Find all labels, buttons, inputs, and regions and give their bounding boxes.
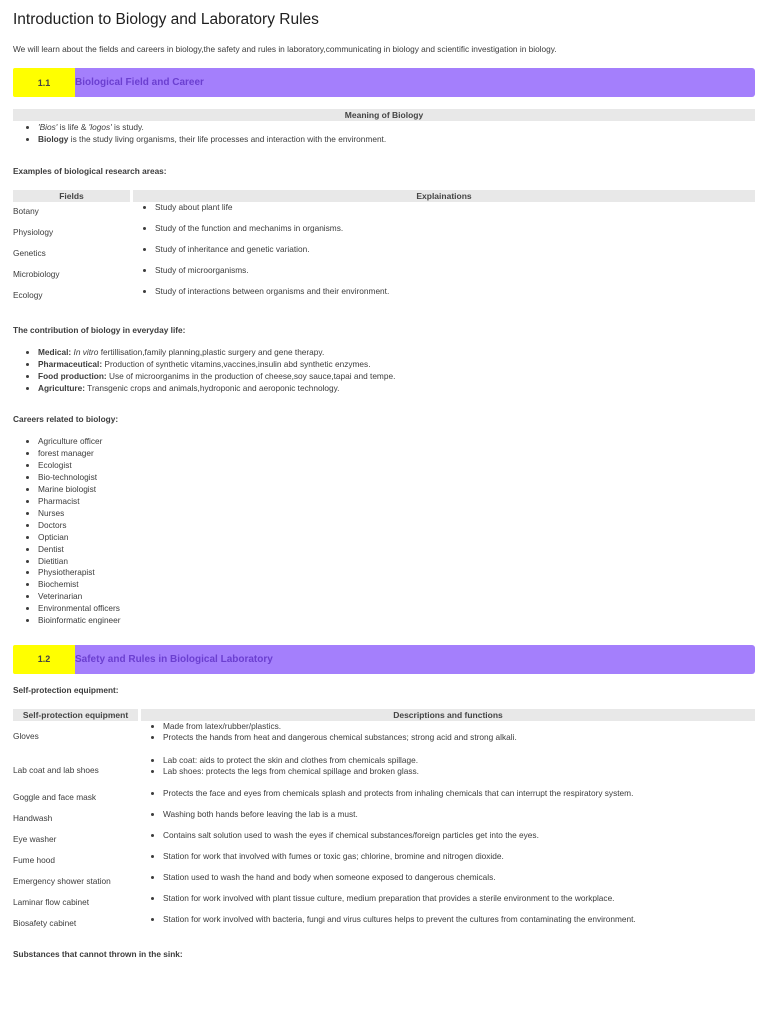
section-header-1-1: [13, 68, 755, 97]
column-header-fields: Fields: [13, 190, 130, 202]
table-row: [13, 223, 755, 244]
list-item: • Bioinformatic engineer: [38, 615, 755, 627]
equipment-name: Lab coat and lab shoes: [13, 764, 99, 775]
meaning-list: [13, 122, 755, 146]
equipment-description: • Lab shoes: protects the legs from chemical spillage and broken glass.: [163, 766, 755, 778]
sink-label: Substances that cannot thrown in the sink:: [13, 948, 183, 959]
equipment-description: • Station for work that involved with fumes or toxic gas; chlorine, bromine and nitrogen dioxide.: [163, 851, 755, 863]
list-item: • Veterinarian: [38, 591, 755, 603]
equipment-name: Emergency shower station: [13, 875, 111, 886]
list-item: • Medical: In vitro fertillisation,family planning,plastic surgery and gene therapy.: [38, 347, 755, 359]
list-item: • Bio-technologist: [38, 472, 755, 484]
field-explanation: • Study about plant life: [155, 202, 755, 214]
meaning-header: Meaning of Biology: [13, 109, 755, 121]
list-item: • Ecologist: [38, 460, 755, 472]
equipment-description: • Protects the hands from heat and dangerous chemical substances; strong acid and strong alkali.: [163, 732, 755, 744]
list-item: • Doctors: [38, 520, 755, 532]
field-name: Physiology: [13, 226, 54, 237]
equipment-description: • Washing both hands before leaving the lab is a must.: [163, 809, 755, 821]
list-item: • Dentist: [38, 544, 755, 556]
list-item: • Agriculture officer: [38, 436, 755, 448]
table-row: [13, 721, 755, 755]
table-header-row: [13, 190, 755, 202]
list-item: • Food production: Use of microorganims in the production of cheese,soy sauce,tapai and tempe.: [38, 371, 755, 383]
list-item: • forest manager: [38, 448, 755, 460]
careers-label: Careers related to biology:: [13, 414, 119, 425]
careers-list: [13, 436, 755, 627]
equipment-name: Fume hood: [13, 854, 55, 865]
equipment-name: Biosafety cabinet: [13, 917, 77, 928]
table-row: [13, 809, 755, 830]
field-name: Genetics: [13, 247, 46, 258]
list-item: • Biology is the study living organisms, their life processes and interaction with the environment.: [38, 134, 755, 146]
equipment-name: Eye washer: [13, 833, 57, 844]
contribution-list: [13, 347, 755, 395]
equipment-name: Laminar flow cabinet: [13, 896, 90, 907]
section-header-1-2: [13, 645, 755, 674]
table-row: [13, 851, 755, 872]
field-name: Microbiology: [13, 268, 60, 279]
list-item: • Marine biologist: [38, 484, 755, 496]
equipment-name: Gloves: [13, 730, 39, 741]
list-item: • Environmental officers: [38, 603, 755, 615]
column-header-descriptions: Descriptions and functions: [138, 709, 755, 721]
column-header-equipment: Self-protection equipment: [13, 709, 138, 721]
equipment-description: • Lab coat: aids to protect the skin and clothes from chemicals spillage.: [163, 755, 755, 767]
list-item: • Pharmacist: [38, 496, 755, 508]
list-item: • 'Bios' is life & 'logos' is study.: [38, 122, 755, 134]
equipment-name: Goggle and face mask: [13, 791, 97, 802]
section-title: Safety and Rules in Biological Laboratory: [75, 645, 755, 674]
equipment-table: [13, 709, 755, 935]
table-row: [13, 755, 755, 788]
field-explanation: • Study of inheritance and genetic variation.: [155, 244, 755, 256]
section-title: Biological Field and Career: [75, 68, 755, 97]
table-row: [13, 788, 755, 809]
intro-paragraph: We will learn about the fields and careers in biology,the safety and rules in laboratory,communicating in biology and scientific investigation in biology.: [13, 44, 557, 54]
field-explanation: • Study of microorganisms.: [155, 265, 755, 277]
list-item: • Agriculture: Transgenic crops and animals,hydroponic and aeroponic technology.: [38, 383, 755, 395]
equipment-description: • Protects the face and eyes from chemicals splash and protects from inhaling chemicals that can interrupt the respiratory system.: [163, 788, 755, 800]
field-explanation: • Study of interactions between organisms and their environment.: [155, 286, 755, 298]
equipment-name: Handwash: [13, 812, 53, 823]
field-name: Ecology: [13, 289, 43, 300]
equipment-description: • Station for work involved with bacteria, fungi and virus cultures helps to prevent the cultures from contaminating the environment.: [163, 914, 755, 926]
table-row: [13, 830, 755, 851]
field-explanation: • Study of the function and mechanims in organisms.: [155, 223, 755, 235]
equipment-description: • Station for work involved with plant tissue culture, medium preparation that provides a sterile environment to the workplace.: [163, 893, 755, 905]
list-item: • Physiotherapist: [38, 567, 755, 579]
list-item: • Biochemist: [38, 579, 755, 591]
fields-table: [13, 190, 755, 307]
page-title: Introduction to Biology and Laboratory Rules: [13, 11, 319, 28]
table-row: [13, 872, 755, 893]
table-row: [13, 244, 755, 265]
field-name: Botany: [13, 205, 39, 216]
list-item: • Dietitian: [38, 556, 755, 568]
examples-label: Examples of biological research areas:: [13, 165, 167, 176]
list-item: • Optician: [38, 532, 755, 544]
section-number: 1.2: [13, 645, 75, 674]
section-number: 1.1: [13, 68, 75, 97]
table-row: [13, 202, 755, 223]
table-header-row: [13, 709, 755, 721]
list-item: • Nurses: [38, 508, 755, 520]
table-row: [13, 265, 755, 286]
table-row: [13, 286, 755, 307]
equipment-label: Self-protection equipment:: [13, 684, 119, 695]
equipment-description: • Station used to wash the hand and body when someone exposed to dangerous chemicals.: [163, 872, 755, 884]
table-row: [13, 914, 755, 935]
equipment-description: • Made from latex/rubber/plastics.: [163, 721, 755, 733]
contribution-label: The contribution of biology in everyday life:: [13, 324, 186, 335]
column-header-explanations: Explainations: [130, 190, 755, 202]
table-row: [13, 893, 755, 914]
equipment-description: • Contains salt solution used to wash the eyes if chemical substances/foreign particles get into the eyes.: [163, 830, 755, 842]
list-item: • Pharmaceutical: Production of synthetic vitamins,vaccines,insulin abd synthetic enzymes.: [38, 359, 755, 371]
